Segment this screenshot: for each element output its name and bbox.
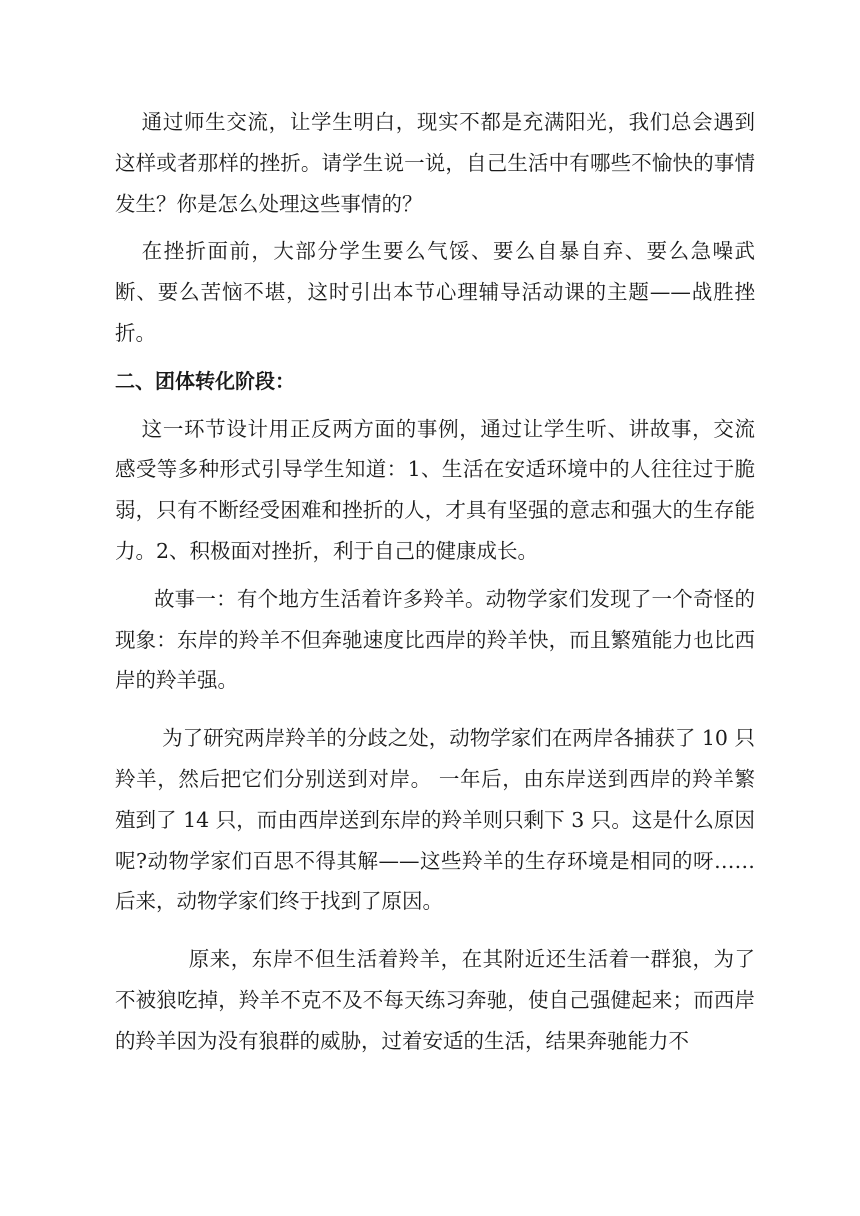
section-description-paragraph: 这一环节设计用正反两方面的事例，通过让学生听、讲故事，交流感受等多种形式引导学生知道：1、生活在安适环境中的人往往过于脆弱，只有不断经受困难和挫折的人，才具有坚强的意志和强大的生存能力。2、积极面对挫折，利于自己的健康成长。 — [115, 416, 755, 563]
story-explanation-paragraph: 原来，东岸不但生活着羚羊，在其附近还生活着一群狼，为了不被狼吃掉，羚羊不克不及不每天练习奔驰，使自己强健起来；而西岸的羚羊因为没有狼群的威胁，过着安适的生活，结果奔驰能力不 — [115, 947, 755, 1053]
story-experiment-paragraph: 为了研究两岸羚羊的分歧之处，动物学家们在两岸各捕获了 10 只羚羊，然后把它们分别送到对岸。 一年后，由东岸送到西岸的羚羊繁殖到了 14 只，而由西岸送到东岸的羚羊则只剩下 3 只。这是什么原因呢?动物学家们百思不得其解——这些羚羊的生存环境是相同的呀…… 后来，动物学家们终于找到了原因。 — [115, 726, 762, 914]
story-one-paragraph: 故事一：有个地方生活着许多羚羊。动物学家们发现了一个奇怪的现象：东岸的羚羊不但奔驰速度比西岸的羚羊快，而且繁殖能力也比西岸的羚羊强。 — [115, 586, 755, 693]
document-page — [115, 102, 762, 1062]
intro-paragraph: 通过师生交流，让学生明白，现实不都是充满阳光，我们总会遇到这样或者那样的挫折。请学生说一说，自己生活中有哪些不愉快的事情发生？你是怎么处理这些事情的？ — [115, 110, 755, 216]
section-heading: 二、团体转化阶段： — [115, 368, 295, 393]
theme-paragraph: 在挫折面前，大部分学生要么气馁、要么自暴自弃、要么急噪武断、要么苦恼不堪，这时引出本节心理辅导活动课的主题——战胜挫折。 — [115, 239, 755, 345]
